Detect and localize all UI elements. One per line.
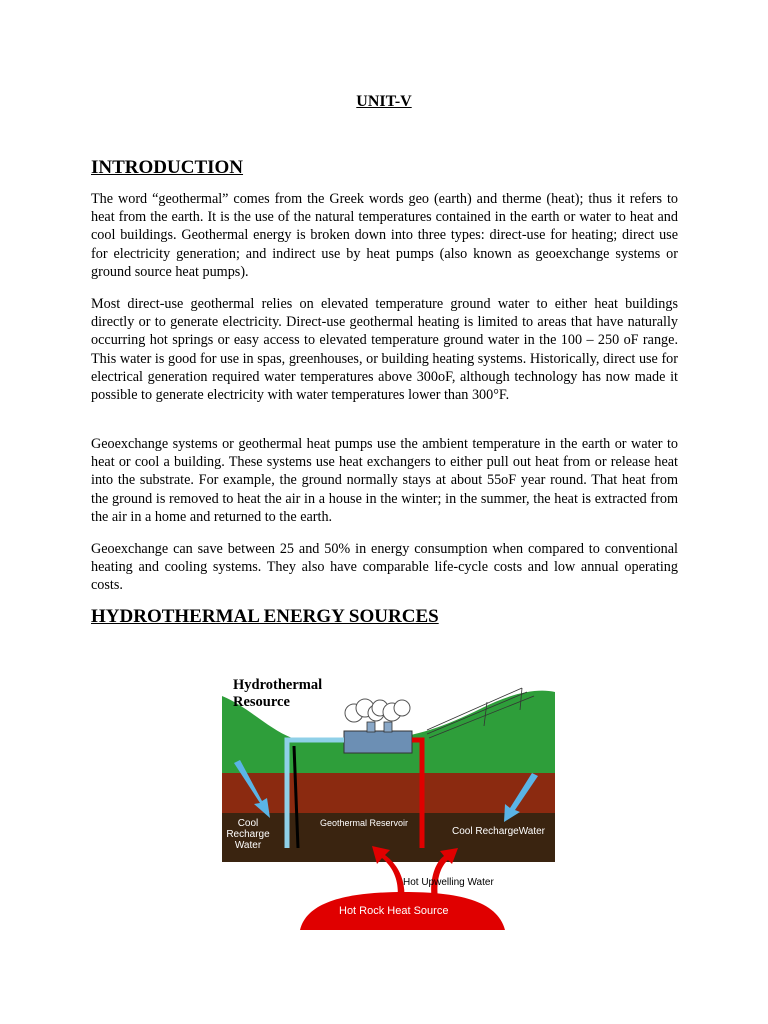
hydrothermal-heading: HYDROTHERMAL ENERGY SOURCES [91, 606, 439, 627]
introduction-heading: INTRODUCTION [91, 157, 244, 178]
paragraph-direct-use: Most direct-use geothermal relies on elevated temperature ground water to either heat buildings directly or to generate electricity. Direct-use geothermal heating is limited to areas that have naturally occurring hot springs or easy access to elevated temperature ground water in the 100 – 250 oF range. This water is good for use in spas, greenhouses, or building heating systems. Historically, direct use for electrical generation required water temperatures above 300oF, although technology has now made it possible to generate electricity with water temperatures lower than 300°F. [91, 296, 678, 404]
label-hot-upwelling-water: Hot Upwelling Water [403, 877, 494, 888]
label-cool-recharge-water-left: Cool Recharge Water [226, 818, 270, 851]
paragraph-geoexchange-savings: Geoexchange can save between 25 and 50% in energy consumption when compared to conventional heating and cooling systems. They also have comparable life-cycle costs and low annual operating costs. [91, 541, 678, 594]
unit-title: UNIT-V [356, 93, 412, 110]
paragraph-geoexchange: Geoexchange systems or geothermal heat pumps use the ambient temperature in the earth or water to heat or cool a building. These systems use heat exchangers to either pull out heat from or release heat into the substrate. For example, the ground normally stays at about 55oF year round. That heat from the ground is removed to heat the air in a house in the winter; in the summer, the heat is extracted from the air in a home and returned to the earth. [91, 436, 678, 525]
diagram-title: Hydrothermal Resource [233, 677, 323, 710]
label-cool-recharge-water-right: Cool RechargeWater [452, 826, 546, 837]
label-geothermal-reservoir: Geothermal Reservoir [320, 818, 409, 828]
paragraph-geothermal-definition: The word “geothermal” comes from the Greek words geo (earth) and therme (heat); thus it refers to heat from the earth. It is the use of the natural temperatures contained in the earth or water to heat and cool buildings. Geothermal energy is broken down into three types: direct-use for heating; direct use for electricity generation; and indirect use by heat pumps (also known as geoexchange systems or ground source heat pumps). [91, 191, 678, 280]
power-plant-icon [344, 731, 412, 753]
label-hot-rock-heat-source: Hot Rock Heat Source [339, 905, 449, 917]
